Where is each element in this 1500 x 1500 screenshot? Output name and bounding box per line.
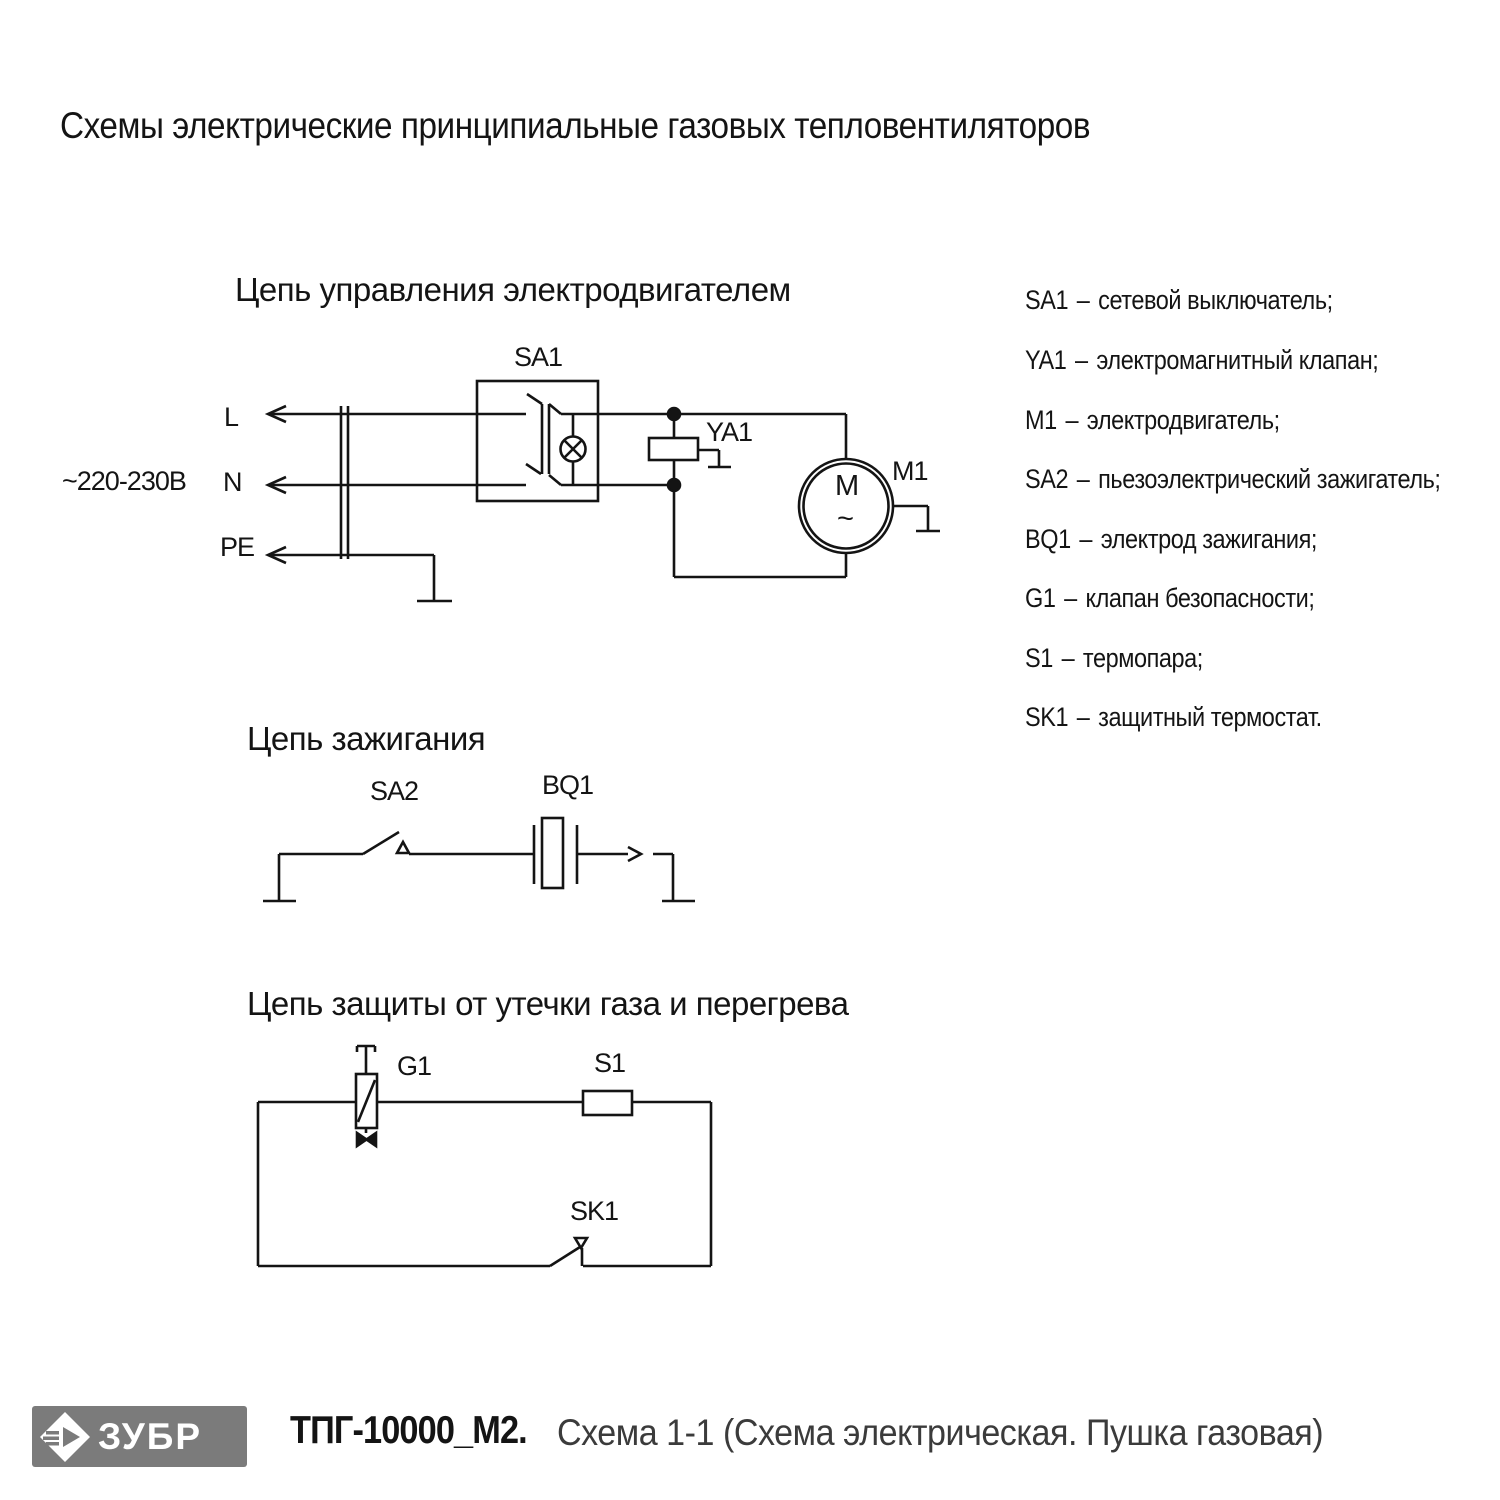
protection-loop xyxy=(258,1102,711,1266)
legend-ref: SK1 xyxy=(1025,702,1069,732)
line-l-label: L xyxy=(224,402,239,432)
legend-desc: защитный термостат. xyxy=(1098,702,1322,732)
ground-icon xyxy=(893,506,940,531)
legend-desc: пьезоэлектрический зажигатель; xyxy=(1098,464,1441,494)
sa2-switch-blade xyxy=(363,832,399,854)
arrow-right-icon xyxy=(628,847,641,861)
sk1-label: SK1 xyxy=(570,1196,619,1226)
legend-desc: термопара; xyxy=(1082,643,1203,673)
brand-logo xyxy=(32,1406,247,1467)
legend-separator: – xyxy=(1076,702,1090,732)
sa1-label: SA1 xyxy=(514,342,563,372)
sk1-thermostat-symbol xyxy=(550,1238,587,1266)
legend-separator: – xyxy=(1061,643,1075,673)
legend-separator: – xyxy=(1076,285,1090,315)
legend-separator: – xyxy=(1075,345,1088,375)
legend-item xyxy=(1025,643,1203,674)
motor-ac-sign: ~ xyxy=(837,503,854,535)
legend-ref: BQ1 xyxy=(1025,524,1071,554)
power-input-arrows xyxy=(268,406,526,601)
legend-ref: G1 xyxy=(1025,583,1056,613)
control-circuit-heading: Цепь управления электродвигателем xyxy=(235,271,791,308)
legend-desc: клапан безопасности; xyxy=(1085,583,1315,613)
lamp-icon xyxy=(561,414,586,485)
legend-ref: YA1 xyxy=(1025,345,1067,375)
footer-caption: Схема 1-1 (Схема электрическая. Пушка газовая) xyxy=(557,1412,1324,1453)
motor-letter: M xyxy=(835,470,860,502)
legend-ref: S1 xyxy=(1025,643,1053,673)
legend-desc: электродвигатель; xyxy=(1086,405,1280,435)
ignition-circuit xyxy=(263,818,695,901)
spark-terminal xyxy=(653,854,673,901)
switch-link-lines xyxy=(542,404,549,474)
legend-item xyxy=(1025,702,1322,733)
contact-blade xyxy=(550,1247,580,1266)
brand-name: ЗУБР xyxy=(98,1415,203,1457)
ground-icon xyxy=(698,450,731,467)
pe-ground-icon xyxy=(417,555,452,601)
legend-desc: электромагнитный клапан; xyxy=(1096,345,1379,375)
legend-item xyxy=(1025,524,1317,555)
legend-separator: – xyxy=(1065,405,1079,435)
ya1-label: YA1 xyxy=(706,417,753,447)
line-pe-label: PE xyxy=(220,532,255,562)
ignition-circuit-heading: Цепь зажигания xyxy=(247,720,486,757)
m1-label: M1 xyxy=(892,456,928,486)
legend-desc: электрод зажигания; xyxy=(1100,524,1317,554)
g1-label: G1 xyxy=(397,1051,432,1081)
cable-connector-lines xyxy=(341,406,348,559)
zubr-arrow-icon xyxy=(32,1411,94,1463)
line-n-label: N xyxy=(223,467,242,497)
s1-label: S1 xyxy=(594,1048,626,1078)
voltage-label: ~220-230В xyxy=(62,466,186,496)
legend-item xyxy=(1025,345,1378,376)
control-wiring xyxy=(561,408,846,577)
valve-bowtie-icon xyxy=(357,1133,376,1146)
ground-icon xyxy=(263,854,296,901)
legend-ref: SA1 xyxy=(1025,285,1069,315)
g1-safety-valve-symbol xyxy=(356,1046,377,1146)
bq1-electrode-symbol xyxy=(534,818,577,888)
legend-ref: SA2 xyxy=(1025,464,1069,494)
legend-separator: – xyxy=(1079,524,1093,554)
thermal-contact-icon xyxy=(575,1238,587,1248)
page-title: Схемы электрические принципиальные газовых тепловентиляторов xyxy=(60,105,1091,146)
legend-item xyxy=(1025,405,1280,436)
sensor-head-icon xyxy=(357,1046,375,1074)
legend-separator: – xyxy=(1064,583,1077,613)
bq1-label: BQ1 xyxy=(542,770,594,800)
legend-item xyxy=(1025,583,1314,614)
legend-ref: M1 xyxy=(1025,405,1057,435)
sa1-switch-symbol xyxy=(477,381,598,501)
push-actuator-icon xyxy=(397,842,409,853)
s1-thermocouple-symbol xyxy=(583,1091,632,1115)
legend-desc: сетевой выключатель; xyxy=(1098,285,1333,315)
legend-item xyxy=(1025,464,1441,495)
legend-item xyxy=(1025,285,1333,316)
legend-separator: – xyxy=(1076,464,1090,494)
protection-circuit-heading: Цепь защиты от утечки газа и перегрева xyxy=(247,985,849,1022)
footer-model: ТПГ-10000_М2. xyxy=(290,1409,527,1452)
sa2-label: SA2 xyxy=(370,776,419,806)
